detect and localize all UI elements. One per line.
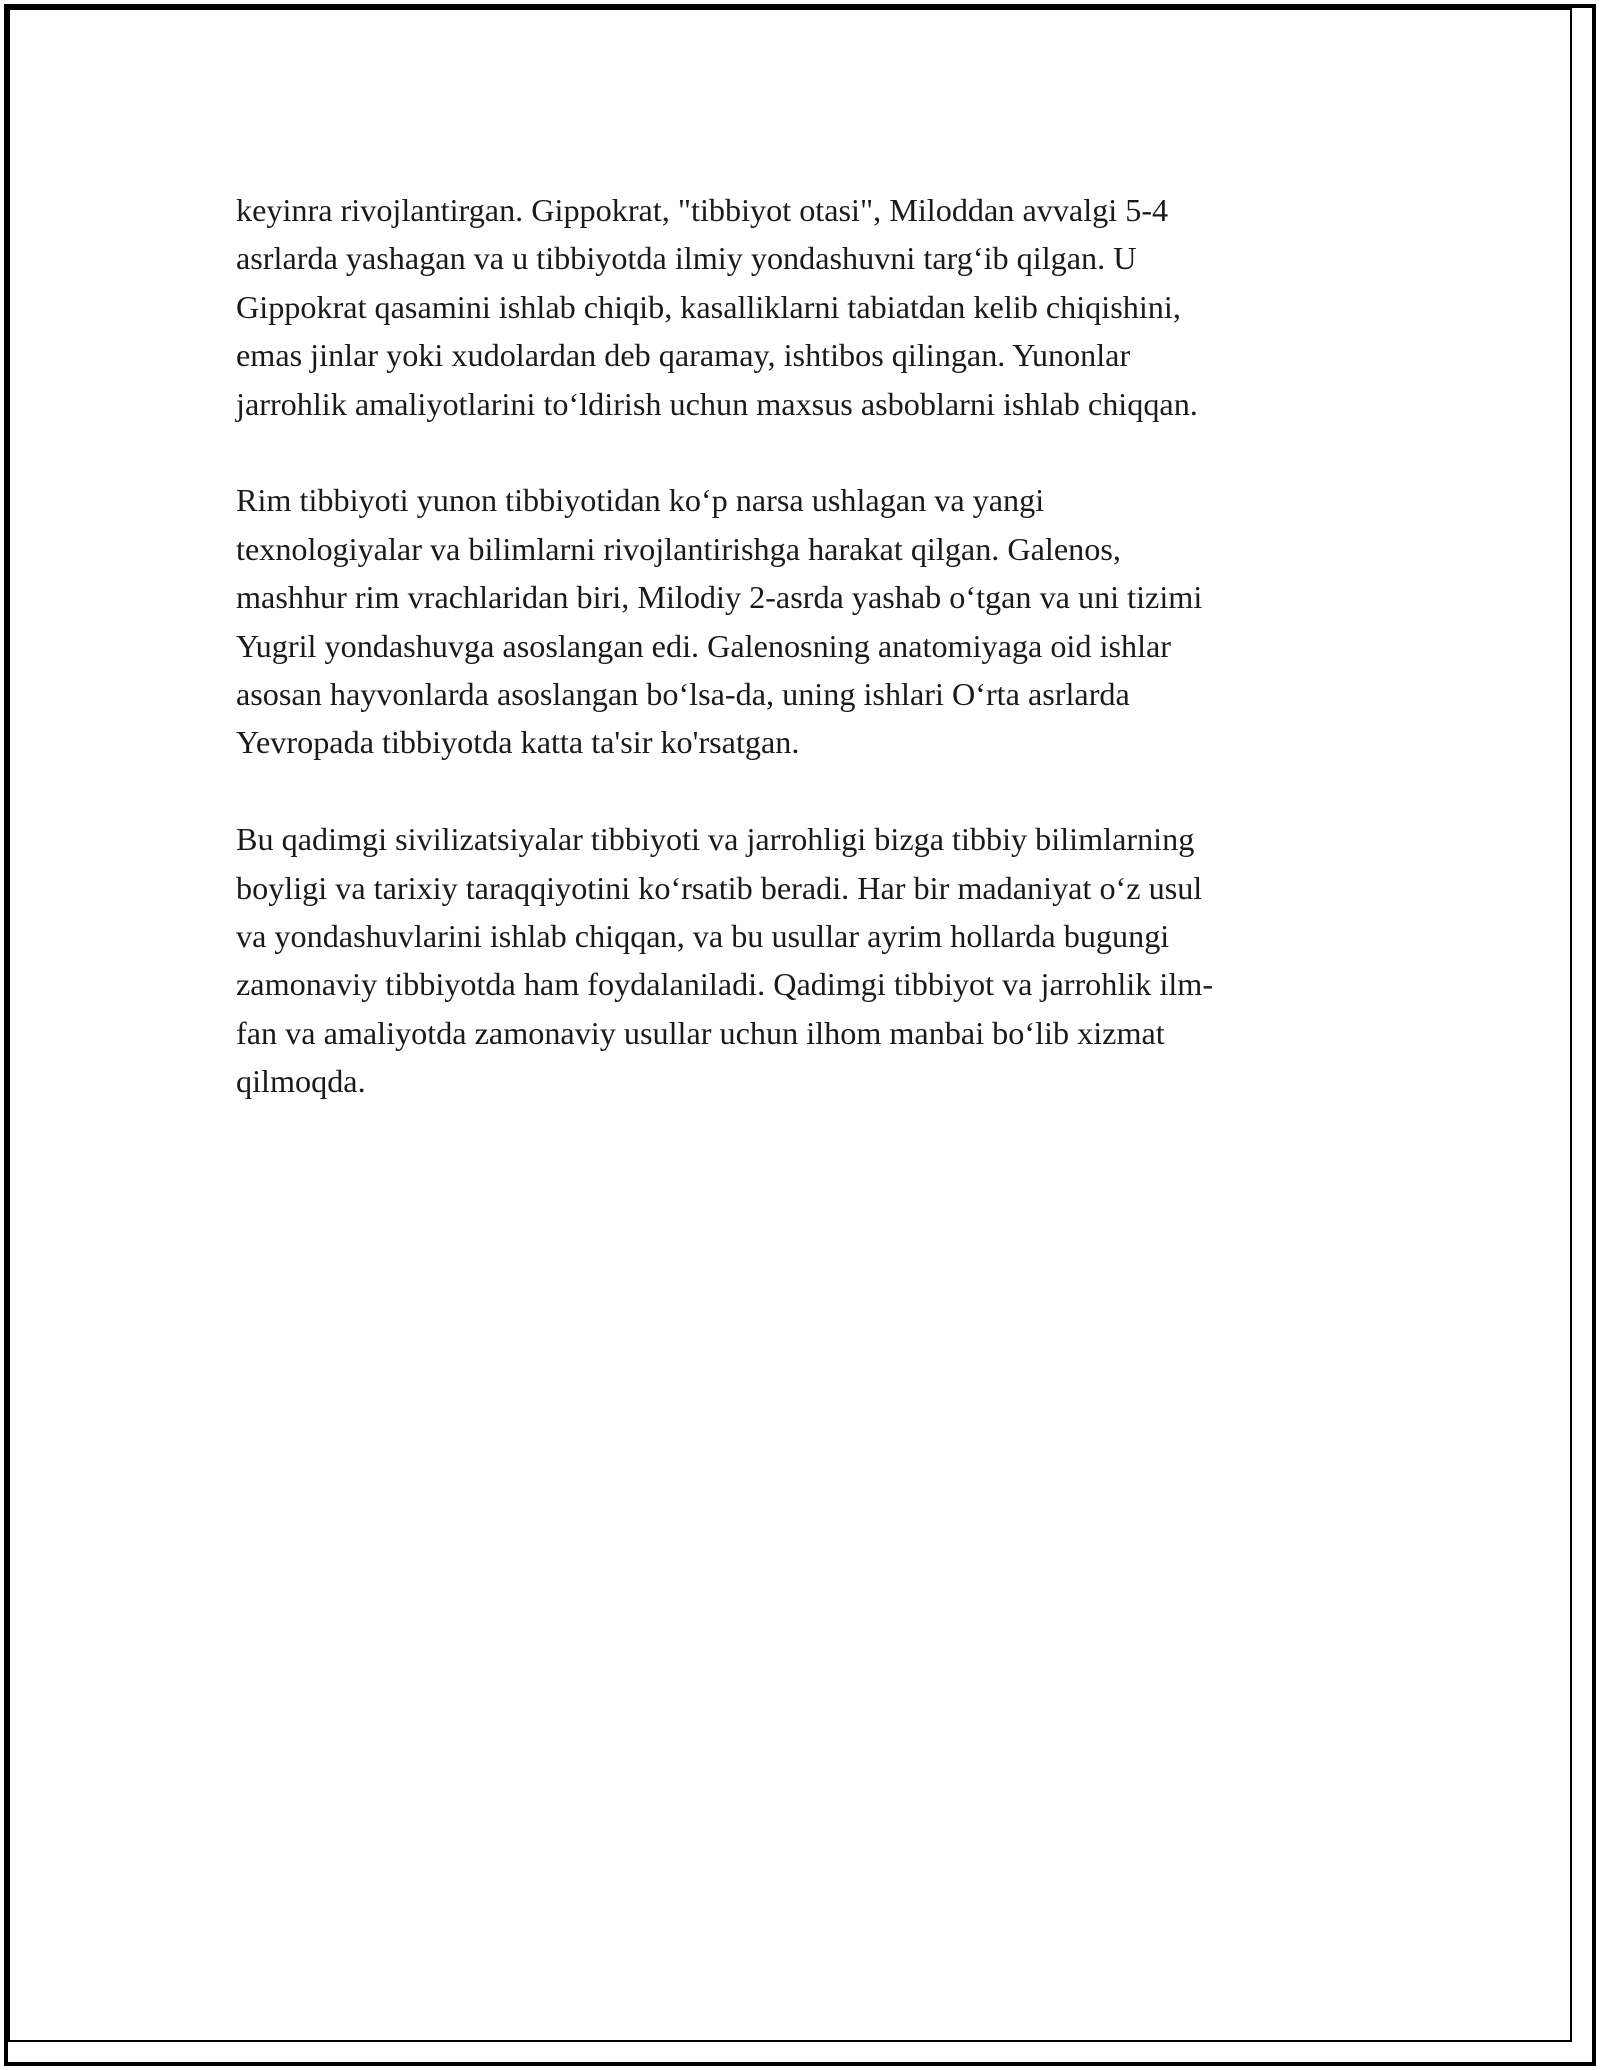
- paragraph-line: jarrohlik amaliyotlarini to‘ldirish uchun maxsus asboblarni ishlab chiqqan.: [236, 385, 1198, 422]
- paragraph-1: [236, 186, 1366, 428]
- paragraph-line: Yevropada tibbiyotda katta ta'sir ko'rsatgan.: [236, 724, 800, 761]
- paragraph-line: asosan hayvonlarda asoslangan bo‘lsa-da, uning ishlari O‘rta asrlarda: [236, 676, 1130, 713]
- paragraph-line: Gippokrat qasamini ishlab chiqib, kasalliklarni tabiatdan kelib chiqishini,: [236, 288, 1181, 325]
- paragraph-line: keyinra rivojlantirgan. Gippokrat, "tibbiyot otasi", Miloddan avvalgi 5-4: [236, 192, 1169, 228]
- paragraph-line: fan va amaliyotda zamonaviy usullar uchun ilhom manbai bo‘lib xizmat: [236, 1014, 1165, 1051]
- paragraph-line: asrlarda yashagan va u tibbiyotda ilmiy yondashuvni targ‘ib qilgan. U: [236, 240, 1137, 277]
- paragraph-line: texnologiyalar va bilimlarni rivojlantirishga harakat qilgan. Galenos,: [236, 530, 1121, 567]
- paragraph-line: mashhur rim vrachlaridan biri, Milodiy 2-asrda yashab o‘tgan va uni tizimi: [236, 579, 1203, 616]
- paragraph-3: [236, 815, 1366, 1105]
- document-body: [236, 186, 1366, 1154]
- paragraph-line: emas jinlar yoki xudolardan deb qaramay, ishtibos qilingan. Yunonlar: [236, 337, 1131, 374]
- paragraph-line: zamonaviy tibbiyotda ham foydalaniladi. Qadimgi tibbiyot va jarrohlik ilm-: [236, 966, 1214, 1003]
- paragraph-line: Rim tibbiyoti yunon tibbiyotidan ko‘p narsa ushlagan va yangi: [236, 482, 1045, 519]
- paragraph-line: boyligi va tarixiy taraqqiyotini ko‘rsatib beradi. Har bir madaniyat o‘z usul: [236, 869, 1203, 906]
- paragraph-2: [236, 476, 1366, 766]
- paragraph-line: Bu qadimgi sivilizatsiyalar tibbiyoti va jarrohligi bizga tibbiy bilimlarning: [236, 821, 1195, 858]
- paragraph-line: Yugril yondashuvga asoslangan edi. Galenosning anatomiyaga oid ishlar: [236, 627, 1172, 664]
- paragraph-line: qilmoqda.: [236, 1063, 366, 1100]
- paragraph-line: va yondashuvlarini ishlab chiqqan, va bu usullar ayrim hollarda bugungi: [236, 918, 1170, 955]
